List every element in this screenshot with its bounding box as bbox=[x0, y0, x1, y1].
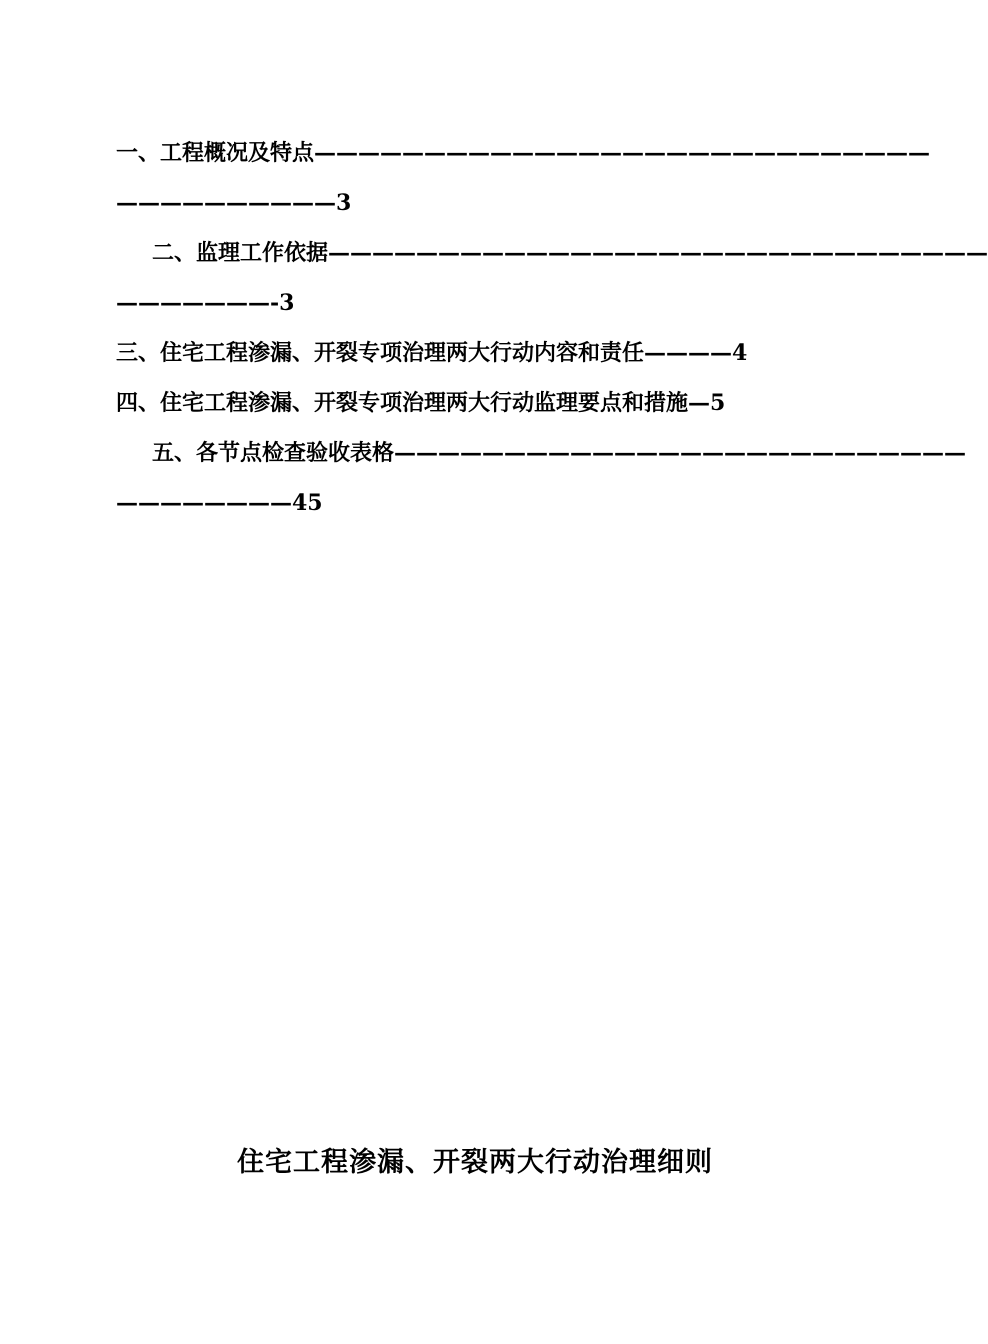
toc-entry-5: 五、各节点检查验收表格—————————————————————————— bbox=[152, 440, 967, 466]
table-of-contents bbox=[116, 128, 988, 528]
toc-entry-4: 四、住宅工程渗漏、开裂专项治理两大行动监理要点和措施—5 bbox=[116, 390, 726, 416]
toc-entry-1: 一、工程概况及特点———————————————————————————— bbox=[116, 140, 931, 166]
toc-entry-2-continuation: ———————-3 bbox=[116, 290, 295, 316]
toc-entry-5-continuation: ————————45 bbox=[116, 490, 323, 516]
toc-entry-1-continuation: ——————————3 bbox=[116, 190, 352, 216]
document-title: 住宅工程渗漏、开裂两大行动治理细则 bbox=[237, 1147, 713, 1178]
toc-entry-2: 二、监理工作依据—————————————————————————————— bbox=[152, 240, 988, 266]
toc-entry-3: 三、住宅工程渗漏、开裂专项治理两大行动内容和责任————4 bbox=[116, 340, 748, 366]
